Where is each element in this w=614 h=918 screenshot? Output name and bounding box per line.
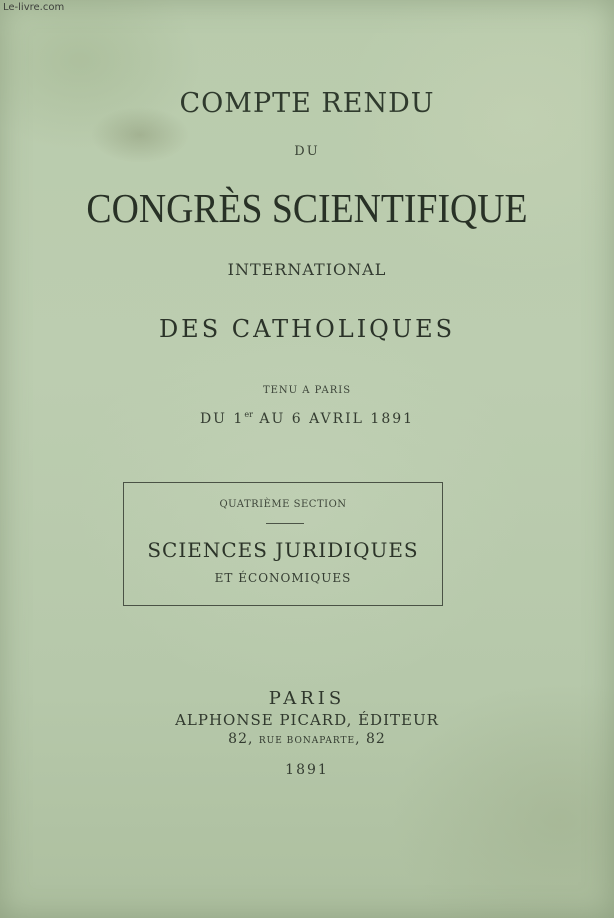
site-watermark: Le-livre.com (3, 2, 65, 13)
imprint-year: 1891 (285, 762, 329, 778)
section-frame (123, 482, 443, 606)
imprint-address (0, 731, 614, 747)
date-line (0, 410, 614, 427)
title-line-international: INTERNATIONAL (227, 260, 387, 279)
section-title: SCIENCES JURIDIQUES (147, 538, 419, 562)
imprint-city: PARIS (268, 688, 346, 709)
date-superscript: er (244, 410, 253, 419)
title-connector-du: DU (294, 144, 320, 159)
date-suffix: AU 6 AVRIL 1891 (252, 411, 415, 427)
date-prefix: DU 1 (199, 411, 245, 427)
section-subtitle: ET ÉCONOMIQUES (214, 571, 352, 585)
address-street: RUE BONAPARTE (258, 736, 356, 746)
section-number: QUATRIÈME SECTION (219, 499, 347, 510)
address-number-left: 82, (228, 731, 259, 747)
address-number-right: , 82 (355, 731, 386, 747)
title-line-congres: CONGRÈS SCIENTIFIQUE (86, 185, 528, 231)
location-line: TENU A PARIS (262, 385, 352, 396)
imprint-publisher: ALPHONSE PICARD, ÉDITEUR (175, 711, 439, 729)
section-divider (266, 523, 304, 524)
title-line-compte-rendu: COMPTE RENDU (179, 88, 435, 119)
title-line-catholiques: DES CATHOLIQUES (158, 315, 456, 343)
